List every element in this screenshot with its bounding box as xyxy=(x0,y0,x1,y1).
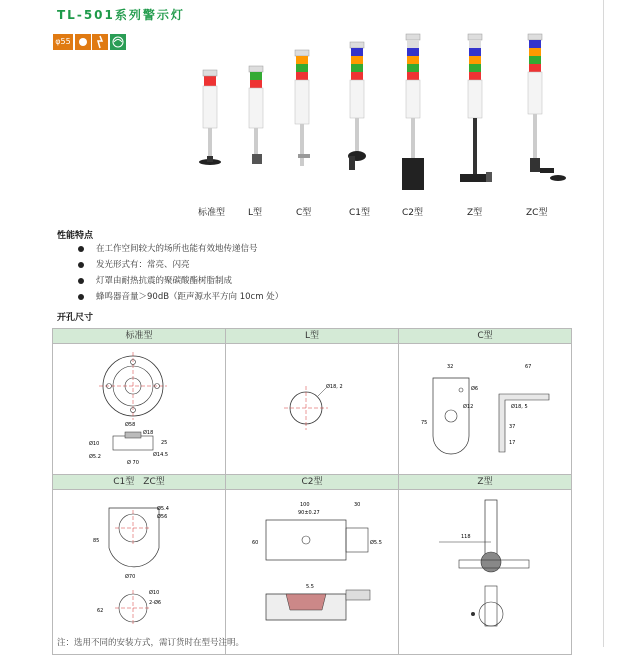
dim-c1-d10: Ø10 xyxy=(149,590,160,596)
table-header-z: Z型 xyxy=(399,475,572,490)
tower-light-c xyxy=(295,50,310,166)
dimensions-table xyxy=(52,328,572,655)
dims-heading: 开孔尺寸 xyxy=(57,313,94,323)
dim-c2-100: 100 xyxy=(300,502,310,508)
tower-light-zc xyxy=(528,34,566,181)
dim-c1-62: 62 xyxy=(97,608,104,614)
dim-std-d18: Ø18 xyxy=(143,430,154,436)
dim-c-d185: Ø18, 5 xyxy=(511,404,528,410)
dim-c-75: 75 xyxy=(421,420,428,426)
dim-c-d6: Ø6 xyxy=(471,386,479,392)
lamp-label-c1: C1型 xyxy=(349,208,371,218)
dim-c2-55: 5.5 xyxy=(306,584,314,590)
dim-c2-60: 60 xyxy=(252,540,259,546)
feature-item xyxy=(78,274,232,286)
tower-light-z xyxy=(460,34,492,182)
buzzer-icon xyxy=(110,34,126,50)
dim-c1-85: 85 xyxy=(93,538,100,544)
footnote: 注：选用不同的安装方式，需订货时在型号注明。 xyxy=(57,638,245,648)
page-edge-line xyxy=(603,0,604,647)
dim-c2-30: 30 xyxy=(354,502,361,508)
drawing-c2 xyxy=(226,490,399,655)
tower-light-standard xyxy=(199,70,221,165)
dim-c-37: 37 xyxy=(509,424,516,430)
lamp-steady-icon xyxy=(75,34,91,50)
table-header-c2: C2型 xyxy=(226,475,399,490)
dim-c-17: 17 xyxy=(509,440,516,446)
dim-l-d182: Ø18, 2 xyxy=(326,384,343,390)
drawing-c xyxy=(399,344,572,475)
dim-c2-d55: Ø5.5 xyxy=(370,540,382,546)
dim-c-67: 67 xyxy=(525,364,532,370)
feature-text: 发光形式有：常亮、闪亮 xyxy=(96,260,190,270)
dim-c1-d56: Ø56 xyxy=(157,514,168,520)
drawing-standard xyxy=(53,344,226,475)
dim-c-d12: Ø12 xyxy=(463,404,474,410)
feature-text: 蜂鸣器音量＞90dB（距声源水平方向 10cm 处） xyxy=(96,292,284,302)
dim-c-32: 32 xyxy=(447,364,454,370)
table-header-c1-zc: C1型 ZC型 xyxy=(53,475,226,490)
tower-light-c1 xyxy=(348,42,366,170)
dim-z-118: 118 xyxy=(461,534,471,540)
feature-text: 灯罩由耐热抗震的聚碳酸酯树脂制成 xyxy=(96,276,233,286)
features-heading: 性能特点 xyxy=(57,231,94,241)
page-title: TL-501系列警示灯 xyxy=(57,8,185,22)
feature-item xyxy=(78,242,258,254)
tower-light-l xyxy=(249,66,263,164)
lamp-label-zc: ZC型 xyxy=(526,208,548,218)
diameter-badge: φ55 xyxy=(53,34,73,50)
dim-c2-90: 90±0.27 xyxy=(298,510,320,516)
feature-item xyxy=(78,258,190,270)
lamp-flash-icon xyxy=(92,34,108,50)
dim-std-d58: Ø58 xyxy=(125,422,136,428)
feature-text: 在工作空间较大的场所也能有效地传递信号 xyxy=(96,244,258,254)
bullet-icon xyxy=(78,262,84,268)
lamp-label-c2: C2型 xyxy=(402,208,424,218)
table-header-l: L型 xyxy=(226,329,399,344)
table-header-standard: 标准型 xyxy=(53,329,226,344)
dim-c1-2d6: 2-Ø6 xyxy=(149,600,162,606)
lamp-label-l: L型 xyxy=(248,208,263,218)
table-header-c: C型 xyxy=(399,329,572,344)
drawing-z xyxy=(399,490,572,655)
bullet-icon xyxy=(78,294,84,300)
dim-c1-d70: Ø70 xyxy=(125,574,136,580)
dim-std-h25: 25 xyxy=(161,440,168,446)
bullet-icon xyxy=(78,246,84,252)
drawing-l xyxy=(226,344,399,475)
lamp-label-standard: 标准型 xyxy=(198,208,226,218)
dim-std-d70: Ø 70 xyxy=(127,460,139,466)
dim-std-d52: Ø5.2 xyxy=(89,454,101,460)
feature-item xyxy=(78,290,283,302)
bullet-icon xyxy=(78,278,84,284)
drawing-c1-zc xyxy=(53,490,226,655)
tower-lights-illustration xyxy=(190,30,580,200)
dim-std-d10: Ø10 xyxy=(89,441,100,447)
lamp-label-z: Z型 xyxy=(467,208,483,218)
tower-light-c2 xyxy=(402,34,424,190)
dim-std-d145: Ø14.5 xyxy=(153,452,169,458)
dim-c1-d54: Ø5.4 xyxy=(157,506,169,512)
lamp-label-c: C型 xyxy=(296,208,312,218)
